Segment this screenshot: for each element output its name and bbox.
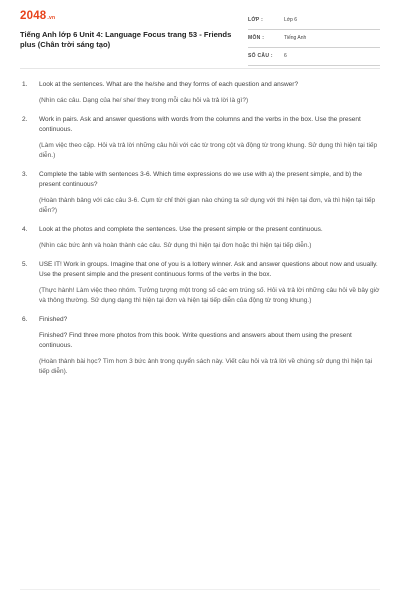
question-text-vi: (Nhìn các bức ảnh và hoàn thành các câu. Sử dụng thì hiện tại đơn hoặc thì hiện tại tiếp diễn.) (39, 242, 312, 249)
question-list (20, 80, 380, 386)
question-item-1 (20, 80, 380, 106)
question-text-vi: (Nhìn các câu. Dạng của he/ she/ they trong mỗi câu hỏi và trả lời là gì?) (39, 97, 249, 104)
question-number: 6. (22, 316, 28, 323)
site-logo[interactable] (20, 10, 55, 22)
question-text-en: Look at the photos and complete the sentences. Use the present simple or the present continuous. (39, 226, 323, 233)
footer-divider (20, 589, 380, 590)
meta-label-count: SỐ CÂU : (248, 53, 273, 59)
question-text-vi: (Hoàn thành bảng với các câu 3-6. Cụm từ chỉ thời gian nào chúng ta sử dụng với thì hiện tại đơn, và thì hiện tại tiếp diễn?) (39, 197, 376, 214)
question-text-en: Look at the sentences. What are the he/she and they forms of each question and answer? (39, 81, 299, 88)
question-item-6 (20, 315, 380, 377)
question-text-en: Finished? (39, 316, 68, 323)
question-text-en-detail: Finished? Find three more photos from this book. Write questions and answers about them using the present continuous. (39, 332, 352, 349)
question-text-vi: (Thực hành! Làm việc theo nhóm. Tưởng tượng một trong số các em trúng số. Hỏi và trả lời những câu hỏi về bây giờ và thông thường. Sử dụng dạng thì hiện tại đơn và hiện tại tiếp diễn của động từ trong khung.) (39, 287, 380, 304)
meta-row-count (248, 50, 380, 66)
document-title: Tiếng Anh lớp 6 Unit 4: Language Focus trang 53 - Friends plus (Chân trời sáng tạo) (20, 30, 232, 49)
question-number: 1. (22, 81, 28, 88)
header-divider (20, 68, 380, 69)
question-text-en: USE IT! Work in groups. Imagine that one of you is a lottery winner. Ask and answer questions about now and usually. Use the present simple and the present continuous forms of the verbs in the box. (39, 261, 378, 278)
meta-value-grade: Lớp 6 (284, 17, 298, 23)
meta-row-grade (248, 14, 380, 30)
meta-value-count: 6 (284, 53, 287, 59)
page-header (0, 0, 400, 66)
question-item-3 (20, 170, 380, 216)
meta-value-subject: Tiếng Anh (284, 35, 307, 41)
question-text-en: Complete the table with sentences 3-6. Which time expressions do we use with a) the present simple, and b) the present continuous? (39, 171, 362, 188)
question-item-4 (20, 225, 380, 251)
question-text-vi: (Làm việc theo cặp. Hỏi và trả lời những câu hỏi với các từ trong cột và động từ trong khung. Sử dụng thì hiện tại tiếp diễn.) (39, 142, 378, 159)
question-text-vi: (Hoàn thành bài học? Tìm hơn 3 bức ảnh trong quyển sách này. Viết câu hỏi và trả lời về chúng sử dụng thì hiện tại tiếp diễn). (39, 358, 373, 375)
meta-row-subject (248, 32, 380, 48)
question-item-5 (20, 260, 380, 306)
meta-info (248, 14, 380, 68)
meta-label-subject: MÔN : (248, 35, 265, 41)
question-number: 4. (22, 226, 28, 233)
question-item-2 (20, 115, 380, 161)
question-number: 5. (22, 261, 28, 268)
logo-suffix: .vn (47, 15, 56, 21)
question-text-en: Work in pairs. Ask and answer questions with words from the columns and the verbs in the box. Use the present continuous. (39, 116, 361, 133)
meta-label-grade: LỚP : (248, 17, 264, 23)
logo-text: 2048 (20, 10, 47, 22)
question-number: 3. (22, 171, 28, 178)
question-number: 2. (22, 116, 28, 123)
